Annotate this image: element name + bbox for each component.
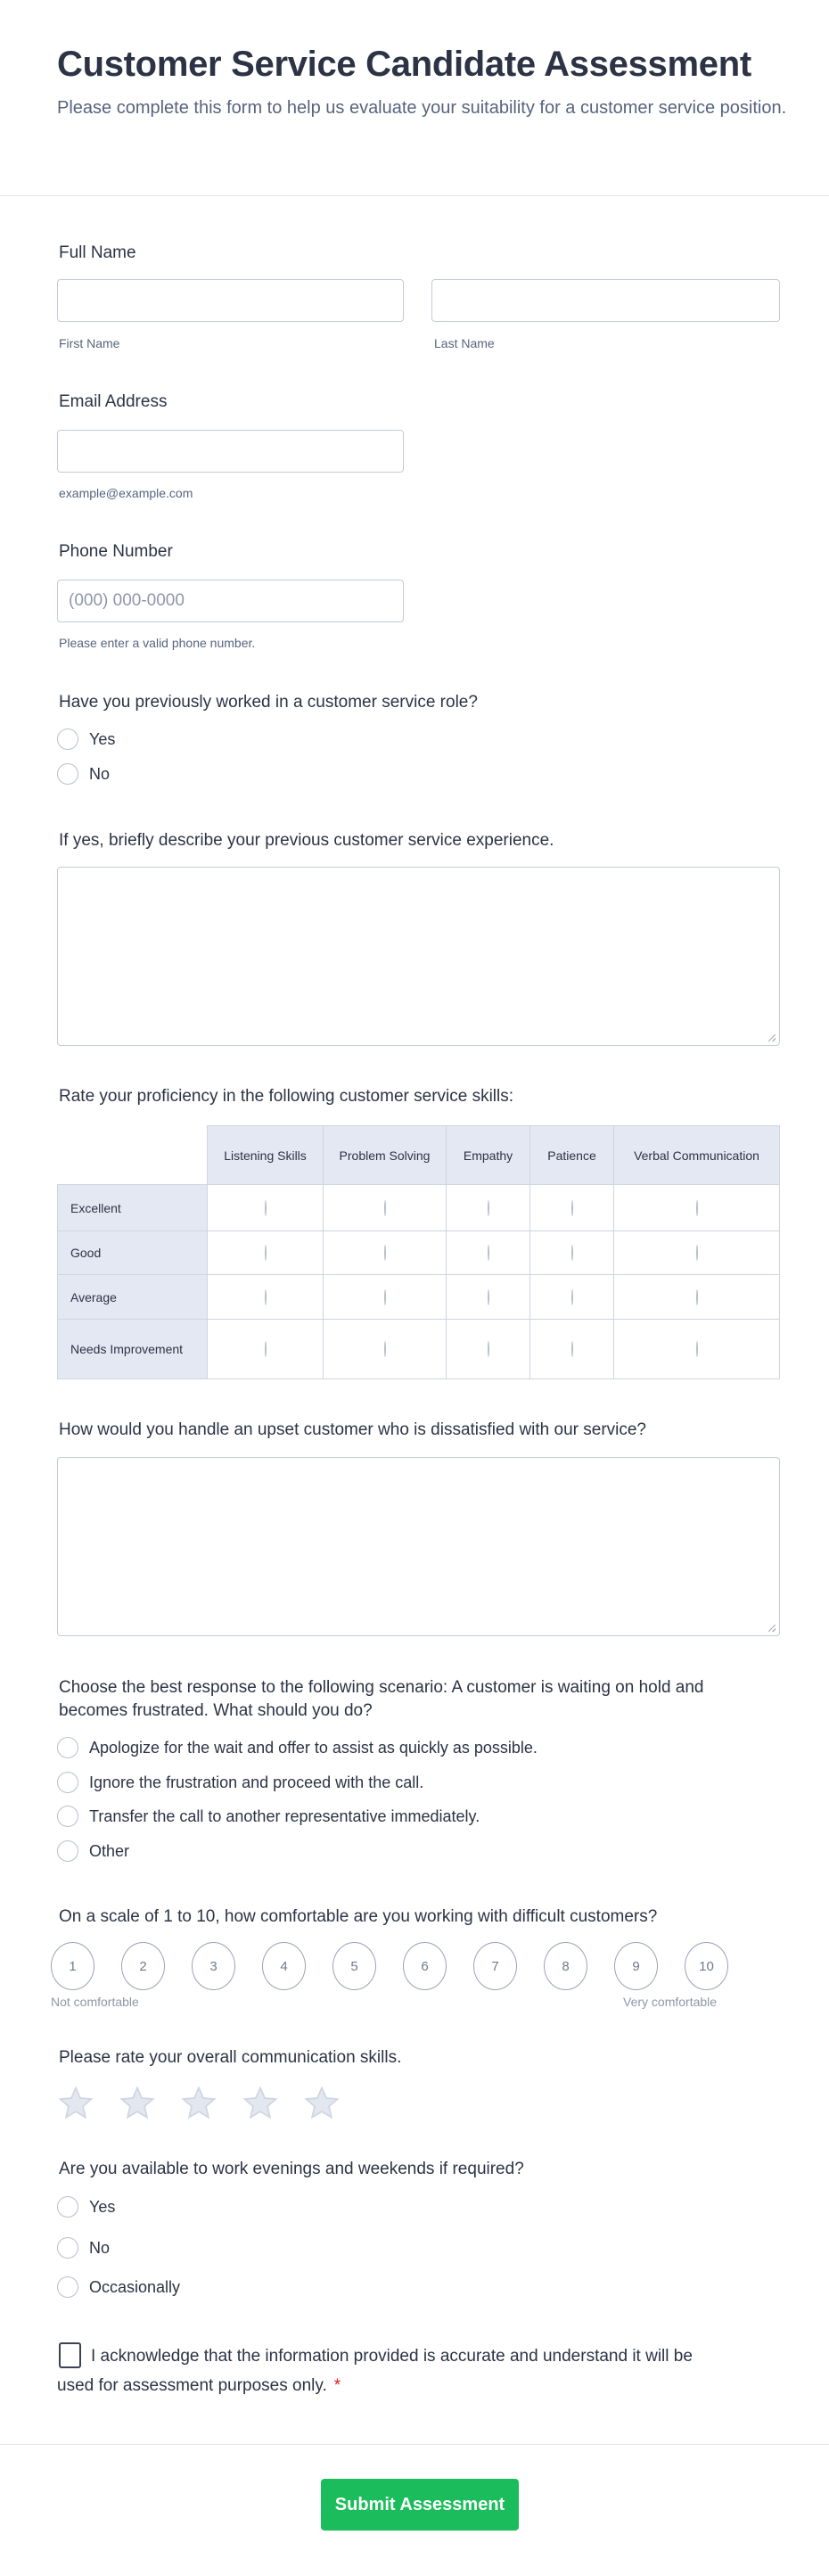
matrix-column-header: Problem Solving [324,1126,447,1185]
matrix-row-label: Average [58,1275,208,1320]
scenario-label: Choose the best response to the following scenario: A customer is waiting on hold and becomes frustrated. What should you do? [59,1678,704,1720]
page-title: Customer Service Candidate Assessment [57,45,751,84]
radio-button[interactable] [57,763,78,785]
matrix-radio[interactable] [571,1289,573,1305]
scale-option[interactable]: 8 [544,1942,587,1990]
matrix-column-header: Verbal Communication [614,1126,780,1185]
scenario-option-1[interactable] [57,1737,538,1758]
matrix-radio[interactable] [571,1341,573,1357]
radio-button[interactable] [57,2237,78,2259]
matrix-column-header: Patience [530,1126,614,1185]
scale-rating [51,1942,728,1990]
matrix-radio[interactable] [696,1245,698,1261]
matrix-label: Rate your proficiency in the following customer service skills: [59,1087,514,1106]
option-label: Transfer the call to another representative immediately. [89,1806,480,1825]
option-label: Occasionally [89,2277,181,2296]
radio-button[interactable] [57,728,78,750]
prev-role-option-yes[interactable] [57,728,115,750]
email-label: Email Address [59,392,168,411]
star-icon[interactable] [303,2085,341,2122]
radio-button[interactable] [57,2196,78,2218]
star-icon[interactable] [180,2085,218,2122]
matrix-radio[interactable] [571,1245,573,1261]
matrix-radio[interactable] [696,1289,698,1305]
matrix-radio[interactable] [488,1289,489,1305]
matrix-row [58,1320,780,1379]
full-name-label: Full Name [59,243,136,262]
scenario-option-other[interactable] [57,1840,129,1862]
first-name-sublabel: First Name [59,336,120,350]
star-rating [57,2085,341,2122]
star-icon[interactable] [242,2085,279,2122]
scenario-option-3[interactable] [57,1806,480,1827]
availability-option-yes[interactable] [57,2196,115,2218]
scale-option[interactable]: 1 [51,1942,94,1990]
acknowledgement-text [57,2341,717,2400]
scale-option[interactable]: 3 [192,1942,235,1990]
matrix-radio[interactable] [488,1245,489,1261]
scale-option[interactable]: 7 [473,1942,517,1990]
skills-matrix [57,1125,780,1379]
prev-role-label: Have you previously worked in a customer service role? [59,693,478,712]
option-label: Ignore the frustration and proceed with the call. [89,1773,424,1791]
scale-option[interactable]: 9 [614,1942,658,1990]
experience-textarea[interactable] [57,867,780,1046]
matrix-row-label: Needs Improvement [58,1320,208,1379]
scale-label: On a scale of 1 to 10, how comfortable are you working with difficult customers? [59,1907,658,1926]
last-name-field[interactable] [431,279,780,322]
scenario-option-2[interactable] [57,1772,423,1793]
scale-option[interactable]: 5 [332,1942,376,1990]
upset-label: How would you handle an upset customer who is dissatisfied with our service? [59,1420,646,1439]
matrix-radio[interactable] [488,1341,489,1357]
option-label: No [89,764,111,783]
option-label: Yes [89,2197,116,2216]
radio-button[interactable] [57,1806,78,1827]
header-divider [0,195,829,196]
scale-option[interactable]: 4 [262,1942,306,1990]
matrix-radio[interactable] [384,1289,386,1305]
email-hint: example@example.com [59,486,193,500]
matrix-corner [58,1126,208,1185]
upset-textarea[interactable] [57,1457,780,1636]
option-label: Other [89,1841,130,1860]
radio-button[interactable] [57,1772,78,1793]
scale-option[interactable]: 6 [403,1942,447,1990]
matrix-radio[interactable] [571,1200,573,1216]
radio-button[interactable] [57,1840,78,1862]
matrix-row [58,1231,780,1275]
required-mark: * [333,2376,341,2395]
matrix-radio[interactable] [384,1341,386,1357]
experience-label: If yes, briefly describe your previous customer service experience. [59,831,554,850]
phone-field[interactable] [57,580,404,622]
acknowledgement-label: I acknowledge that the information provided is accurate and understand it will be used for assessment purposes only. [57,2347,693,2395]
matrix-radio[interactable] [696,1341,698,1357]
radio-button[interactable] [57,1737,78,1758]
radio-button[interactable] [57,2276,78,2298]
acknowledgement-checkbox[interactable] [59,2342,81,2368]
option-label: Apologize for the wait and offer to assist as quickly as possible. [89,1738,538,1757]
phone-hint: Please enter a valid phone number. [59,636,256,650]
scale-max-label: Very comfortable [623,1995,718,2009]
last-name-sublabel: Last Name [434,336,495,350]
matrix-radio[interactable] [265,1245,267,1261]
availability-option-no[interactable] [57,2237,110,2259]
phone-label: Phone Number [59,542,173,561]
matrix-row-label: Good [58,1231,208,1275]
prev-role-option-no[interactable] [57,763,110,785]
first-name-field[interactable] [57,279,404,322]
matrix-radio[interactable] [265,1341,267,1357]
matrix-row-label: Excellent [58,1185,208,1231]
matrix-radio[interactable] [265,1289,267,1305]
footer-divider [0,2444,829,2445]
matrix-radio[interactable] [384,1200,386,1216]
submit-button[interactable]: Submit Assessment [321,2479,519,2531]
matrix-radio[interactable] [384,1245,386,1261]
availability-option-occasionally[interactable] [57,2276,180,2298]
availability-label: Are you available to work evenings and weekends if required? [59,2160,524,2178]
star-icon[interactable] [57,2085,94,2122]
matrix-radio[interactable] [488,1200,489,1216]
matrix-row [58,1185,780,1231]
scale-option[interactable]: 2 [121,1942,165,1990]
star-icon[interactable] [119,2085,156,2122]
matrix-column-header: Listening Skills [208,1126,324,1185]
matrix-radio[interactable] [265,1200,267,1216]
option-label: No [89,2238,111,2257]
scale-min-label: Not comfortable [51,1995,139,2009]
matrix-radio[interactable] [696,1200,698,1216]
scale-option[interactable]: 10 [685,1942,728,1990]
matrix-row [58,1275,780,1320]
matrix-column-header: Empathy [447,1126,530,1185]
rating-label: Please rate your overall communication skills. [59,2048,402,2067]
page-subtitle: Please complete this form to help us evaluate your suitability for a customer service position. [57,98,787,118]
option-label: Yes [89,729,116,748]
email-field[interactable] [57,430,404,473]
